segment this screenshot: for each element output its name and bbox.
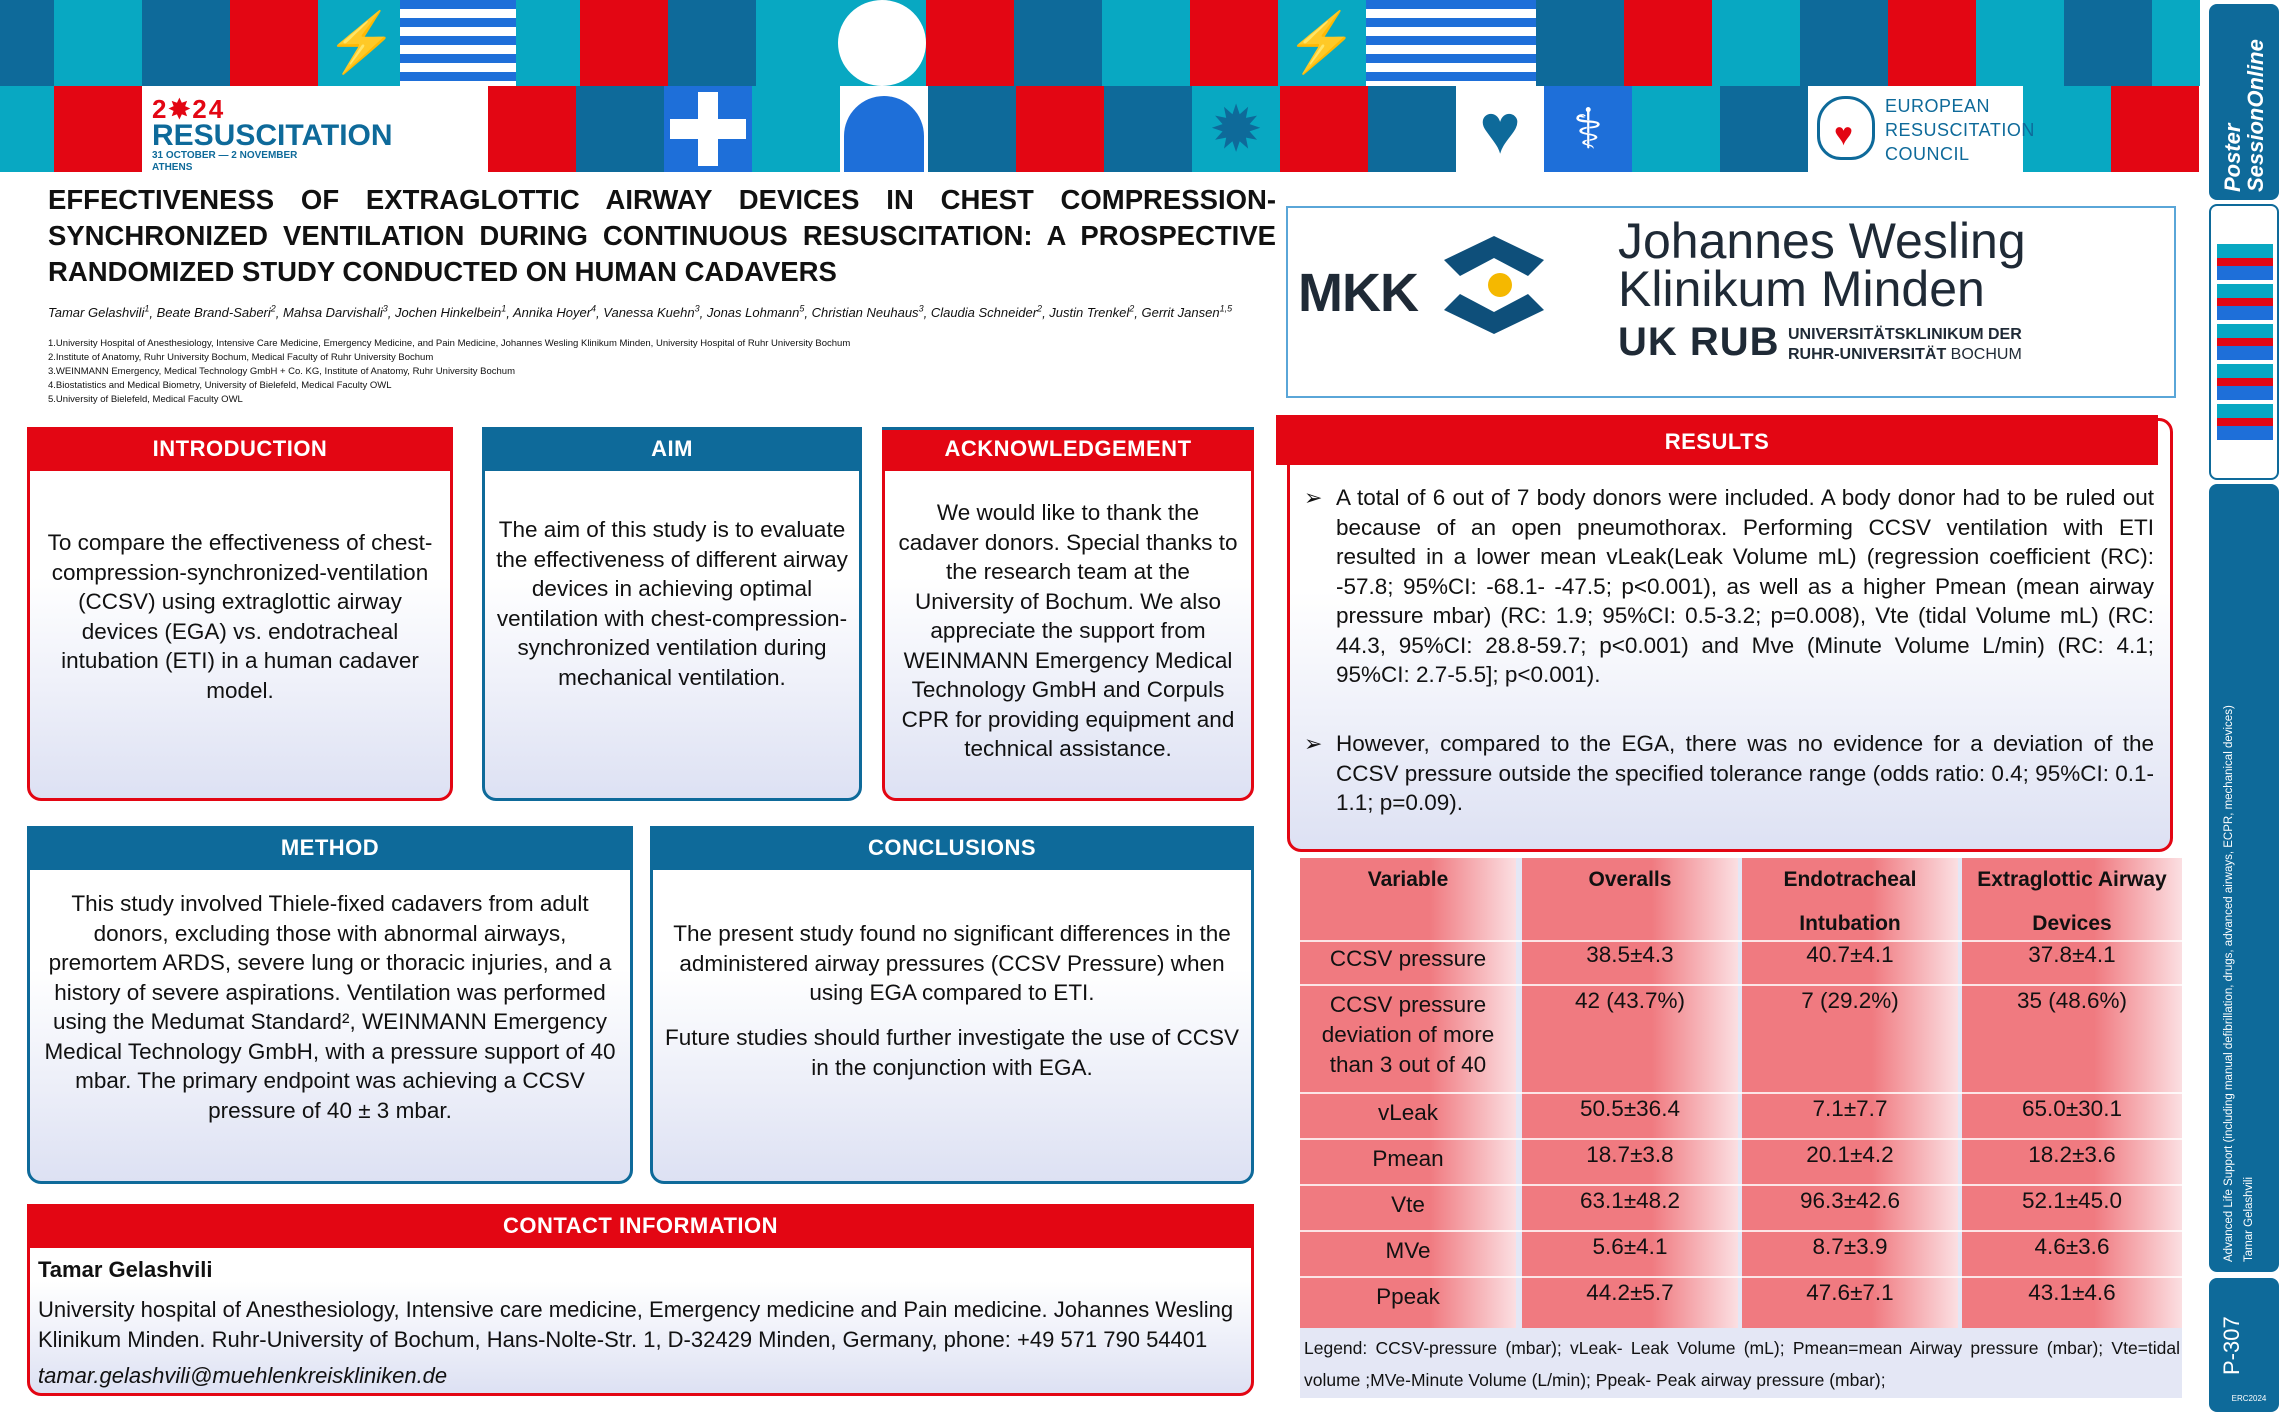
- table-cell: Ppeak: [1376, 1284, 1440, 1309]
- erc-name: [1885, 94, 2035, 166]
- banner-tile: [54, 86, 142, 172]
- table-cell: 40.7±4.1: [1806, 942, 1894, 967]
- author-name: Tamar Gelashvili$^1$: [48, 304, 150, 321]
- bolt-icon: ⚡: [318, 0, 406, 86]
- section-heading: AIM: [482, 427, 862, 471]
- hospital-name-line: Klinikum Minden: [1618, 261, 1985, 317]
- table-header: Endotracheal Intubation: [1783, 868, 1917, 935]
- affiliation: 1.University Hospital of Anesthesiology, Intensive Care Medicine, Emergency Medicine, and Pain Medicine, Johannes Wesling Klinikum Minden, University Hospital of Ruhr University Bochum: [48, 338, 851, 349]
- author-affiliation-number: 2: [1037, 304, 1043, 314]
- table-cell: 38.5±4.3: [1586, 942, 1674, 967]
- section-text: The present study found no significant differences in the administered airway pressures (CCSV Pressure) when using EGA compared to ETI.: [673, 921, 1231, 1005]
- section-text: This study involved Thiele-fixed cadavers from adult donors, excluding those with abnormal airways, premortem ARDS, severe lung or thoracic injuries, and a history of severe aspirations. Ventilation was performed using the Medumat Standard², WEINMANN Emergency Medical Technology GmbH, with a pressure support of 40 mbar. The primary endpoint was achieving a CCSV pressure of 40 ± 3 mbar.: [44, 891, 616, 1123]
- thumbnail-image: [2217, 244, 2273, 440]
- method-section: [27, 826, 633, 1184]
- university-line: UNIVERSITÄTSKLINIKUM DER: [1788, 326, 2022, 343]
- banner-tile: [1720, 86, 1808, 172]
- banner-tile: [2152, 0, 2200, 86]
- banner-tile: [142, 0, 230, 86]
- aim-section: [482, 427, 862, 801]
- section-text: To compare the effectiveness of chest-compression-synchronized-ventilation (CCSV) using extraglottic airway devices (EGA) vs. endotracheal intubation (ETI) in a human cadaver model.: [47, 530, 433, 703]
- affiliation-list: [48, 337, 1278, 407]
- banner-tile: [580, 0, 668, 86]
- introduction-section: [27, 427, 453, 801]
- author-affiliation-number: 1: [144, 304, 150, 314]
- table-cell: 63.1±48.2: [1580, 1188, 1680, 1213]
- section-text: Future studies should further investigate the use of CCSV in the conjunction with EGA.: [664, 1025, 1240, 1080]
- event-dates: 31 OCTOBER — 2 NOVEMBER: [152, 150, 298, 161]
- results-table: [1300, 858, 2182, 1398]
- event-city: ATHENS: [152, 162, 193, 172]
- affiliation: 5.University of Bielefeld, Medical Faculty OWL: [48, 394, 243, 405]
- university-name: RUHR-UNIVERSITÄT: [1788, 346, 1947, 363]
- banner-tile: [0, 86, 54, 172]
- author-affiliation-number: 2: [1129, 304, 1135, 314]
- banner-tile: [1280, 86, 1368, 172]
- mkk-text: MKK: [1298, 263, 1418, 323]
- erc-logo: [1813, 86, 2035, 172]
- conference-code: ERC2024: [2231, 1394, 2267, 1403]
- table-cell: 52.1±45.0: [2022, 1188, 2122, 1213]
- poster-id: P-307: [2219, 1316, 2244, 1376]
- author-name: Justin Trenkel$^2$: [1049, 304, 1135, 321]
- table-cell: 47.6±7.1: [1806, 1280, 1894, 1305]
- table-cell: vLeak: [1377, 1100, 1439, 1125]
- author-affiliation-number: 2: [270, 304, 276, 314]
- event-banner: [0, 0, 2200, 172]
- event-logo: [152, 94, 393, 172]
- presenter-text: Tamar Gelashvili: [2243, 1177, 2255, 1262]
- banner-tile: [2064, 0, 2152, 86]
- table-cell: 44.2±5.7: [1586, 1280, 1674, 1305]
- author-name: Claudia Schneider$^2$: [930, 304, 1043, 321]
- section-heading: RESULTS: [1276, 415, 2158, 465]
- result-text: However, compared to the EGA, there was no evidence for a deviation of the CCSV pressure outside the specified tolerance range (odds ratio: 0.4; 95%CI: 0.1-1.1; p=0.09).: [1336, 731, 2154, 815]
- author-name: Jonas Lohmann$^5$: [706, 304, 805, 321]
- poster-sidebar: [2206, 0, 2283, 1417]
- poster-metadata: [2209, 484, 2279, 1272]
- author-name: Jochen Hinkelbein$^1$: [394, 304, 507, 321]
- table-cell: 50.5±36.4: [1580, 1096, 1680, 1121]
- banner-tile: [1624, 0, 1712, 86]
- results-section: [1287, 418, 2173, 852]
- hospital-name-line: Johannes Wesling: [1618, 213, 2026, 269]
- erc-name-line: COUNCIL: [1885, 144, 1970, 164]
- banner-tile: [1104, 86, 1192, 172]
- table-cell: 20.1±4.2: [1806, 1142, 1894, 1167]
- banner-tile: [1016, 86, 1104, 172]
- table-cell: 4.6±3.6: [2034, 1234, 2110, 1259]
- banner-tile: [1014, 0, 1102, 86]
- section-heading: ACKNOWLEDGEMENT: [882, 427, 1254, 471]
- table-header: Variable: [1367, 868, 1449, 891]
- poster-code-box: [2209, 1278, 2279, 1412]
- table-cell: 5.6±4.1: [1592, 1234, 1668, 1259]
- banner-tile: [1366, 0, 1536, 86]
- banner-tile: [1976, 0, 2064, 86]
- affiliation: 2.Institute of Anatomy, Ruhr University Bochum, Medical Faculty of Ruhr University Bochum: [48, 352, 434, 363]
- metadata-text: [2219, 494, 2271, 1262]
- banner-tile: [664, 86, 752, 172]
- erc-name-line: EUROPEAN: [1885, 96, 1991, 116]
- table-cell: 65.0±30.1: [2022, 1096, 2122, 1121]
- result-item: [1304, 729, 2154, 818]
- event-year: 2✸24: [152, 94, 226, 124]
- author-list: Tamar Gelashvili$^1$, Beate Brand-Saberi$^2$, Mahsa Darvishali$^3$, Jochen Hinkelbein$^1$, Annika Hoyer$^4$, Vanessa Kuehn$^3$, Jonas Lohmann$^5$, Christian Neuhaus$^3$, Claudia Schneider$^2$, Justin Trenkel$^2$, Gerrit Jansen$^{1,5}$: [48, 304, 1233, 321]
- banner-tile: [1632, 86, 1720, 172]
- hospital-logo: [1286, 206, 2176, 398]
- banner-tile: [488, 86, 576, 172]
- banner-tile: [838, 0, 926, 86]
- heart-icon: ♥: [1456, 86, 1544, 172]
- lungs-heart-icon: ♥: [1817, 96, 1875, 160]
- result-item: [1304, 483, 2154, 690]
- poster-session-logo-text: Poster SessionOnline: [2220, 39, 2268, 192]
- banner-tile: [2023, 86, 2111, 172]
- author-affiliation-number: 4: [591, 304, 597, 314]
- table-cell: 37.8±4.1: [2028, 942, 2116, 967]
- banner-tile: [54, 0, 142, 86]
- banner-tile: [752, 86, 840, 172]
- result-text: A total of 6 out of 7 body donors were included. A body donor had to be ruled out because of an open pneumothorax. Performing CCSV ventilation with ETI resulted in a lower mean vLeak(Leak Volume mL) (regression coefficient (RC): -57.8; 95%CI: -68.1- -47.5; p<0.001), as well as a higher Pmean (mean airway pressure mbar) (RC: 1.9; 95%CI: 0.5-3.2; p=0.008), Vte (tidal Volume mL) (RC: 44.3, 95%CI: 28.8-59.7; p<0.001) and Mve (Minute Volume L/min) (RC: 4.1; 95%CI: 2.7-5.5]; p<0.001).: [1336, 485, 2154, 687]
- author-name: Mahsa Darvishali$^3$: [283, 304, 388, 321]
- table-cell: 18.7±3.8: [1586, 1142, 1674, 1167]
- table-header: Extraglottic Airway Devices: [1977, 868, 2167, 935]
- banner-tile: [926, 0, 1014, 86]
- banner-tile: [2111, 86, 2199, 172]
- topic-text: Advanced Life Support (including manual defibrillation, drugs, advanced airways, ECPR, mechanical devices): [2223, 705, 2235, 1262]
- contact-address: University hospital of Anesthesiology, Intensive care medicine, Emergency medicine and Pain medicine. Johannes Wesling Klinikum Minden. Ruhr-University of Bochum, Hans-Nolte-Str. 1, D-32429 Minden, Germany, phone: +49 571 790 54401: [38, 1297, 1234, 1352]
- table-header: Overalls: [1588, 868, 1672, 891]
- table-legend: Legend: CCSV-pressure (mbar); vLeak- Leak Volume (mL); Pmean=mean Airway pressure (mbar); Vte=tidal volume ;MVe-Minute Volume (L/min); Ppeak- Peak airway pressure (mbar);: [1304, 1338, 2180, 1390]
- banner-tile: [1712, 0, 1800, 86]
- bolt-icon: ⚡: [1278, 0, 1366, 86]
- author-affiliation-number: 5: [799, 304, 805, 314]
- erc-name-line: RESUSCITATION: [1885, 120, 2035, 140]
- author-name: Beate Brand-Saberi$^2$: [156, 304, 276, 321]
- banner-tile: [1102, 0, 1190, 86]
- banner-tile: [1536, 0, 1624, 86]
- banner-tile: [668, 0, 756, 86]
- author-affiliation-number: 3: [382, 304, 388, 314]
- poster-title: EFFECTIVENESS OF EXTRAGLOTTIC AIRWAY DEVICES IN CHEST COMPRESSION-SYNCHRONIZED VENTILATION DURING CONTINUOUS RESUSCITATION: A PROSPECTIVE RANDOMIZED STUDY CONDUCTED ON HUMAN CADAVERS: [48, 184, 1276, 287]
- banner-tile: [756, 0, 844, 86]
- author-name: Annika Hoyer$^4$: [512, 304, 597, 321]
- table-cell: Vte: [1391, 1192, 1425, 1217]
- author-affiliation-number: 1: [501, 304, 507, 314]
- section-text: The aim of this study is to evaluate the effectiveness of different airway devices in achieving optimal ventilation with chest-compression-synchronized ventilation during mechanical ventilation.: [496, 517, 848, 690]
- section-heading: METHOD: [27, 826, 633, 870]
- section-heading: CONTACT INFORMATION: [27, 1204, 1254, 1248]
- banner-tile: [1368, 86, 1456, 172]
- ukrub-text: UK RUB: [1618, 320, 1780, 364]
- banner-tile: [1888, 0, 1976, 86]
- sun-icon: ✹: [1192, 86, 1280, 172]
- banner-tile: [928, 86, 1016, 172]
- banner-tile: [1800, 0, 1888, 86]
- banner-tile: [840, 86, 928, 172]
- banner-tile: [400, 0, 516, 86]
- author-name: Christian Neuhaus$^3$: [811, 304, 924, 321]
- poster-session-logo[interactable]: [2209, 4, 2279, 200]
- table-cell: 7 (29.2%): [1801, 988, 1899, 1013]
- table-cell: MVe: [1385, 1238, 1431, 1263]
- table-cell: CCSV pressure deviation of more than 3 out of 40: [1321, 992, 1495, 1077]
- table-cell: 43.1±4.6: [2028, 1280, 2116, 1305]
- author-name: Gerrit Jansen$^{1,5}$: [1141, 304, 1233, 321]
- banner-tile: [1190, 0, 1278, 86]
- acknowledgement-section: [882, 427, 1254, 801]
- banner-tile: [230, 0, 318, 86]
- table-cell: 7.1±7.7: [1812, 1096, 1888, 1121]
- staff-icon: ⚕: [1544, 86, 1632, 172]
- affiliation: 3.WEINMANN Emergency, Medical Technology GmbH + Co. KG, Institute of Anatomy, Ruhr University Bochum: [48, 366, 515, 377]
- section-heading: CONCLUSIONS: [650, 826, 1254, 870]
- section-heading: INTRODUCTION: [27, 427, 453, 471]
- contact-email[interactable]: tamar.gelashvili@muehlenkreiskliniken.de: [38, 1363, 448, 1388]
- arrow-bullet-icon: ➢: [1304, 731, 1323, 756]
- table-cell: 8.7±3.9: [1812, 1234, 1888, 1259]
- conclusions-section: [650, 826, 1254, 1184]
- mkk-mark-icon: [1438, 230, 1550, 340]
- section-text: We would like to thank the cadaver donors. Special thanks to the research team at the University of Bochum. We also appreciate the support from WEINMANN Emergency Medical Technology GmbH and Corpuls CPR for providing equipment and technical assistance.: [898, 500, 1238, 761]
- table-cell: 96.3±42.6: [1800, 1188, 1900, 1213]
- table-cell: CCSV pressure: [1329, 946, 1487, 971]
- author-affiliation-number: 1,5: [1219, 304, 1233, 314]
- event-name: RESUSCITATION: [152, 119, 393, 152]
- banner-tile: [576, 86, 664, 172]
- university-city: BOCHUM: [1950, 346, 2022, 363]
- table-cell: 42 (43.7%): [1574, 988, 1686, 1013]
- affiliation: 4.Biostatistics and Medical Biometry, University of Bielefeld, Medical Faculty OWL: [48, 380, 392, 391]
- arrow-bullet-icon: ➢: [1304, 485, 1323, 510]
- table-cell: 18.2±3.6: [2028, 1142, 2116, 1167]
- table-cell: 35 (48.6%): [2016, 988, 2128, 1013]
- contact-section: [27, 1204, 1254, 1396]
- university-line: [1788, 346, 2022, 364]
- author-name: Vanessa Kuehn$^3$: [603, 304, 700, 321]
- poster-thumbnail[interactable]: [2209, 204, 2279, 480]
- author-affiliation-number: 3: [694, 304, 700, 314]
- contact-name: Tamar Gelashvili: [38, 1257, 213, 1282]
- table-cell: Pmean: [1372, 1146, 1444, 1171]
- author-affiliation-number: 3: [918, 304, 924, 314]
